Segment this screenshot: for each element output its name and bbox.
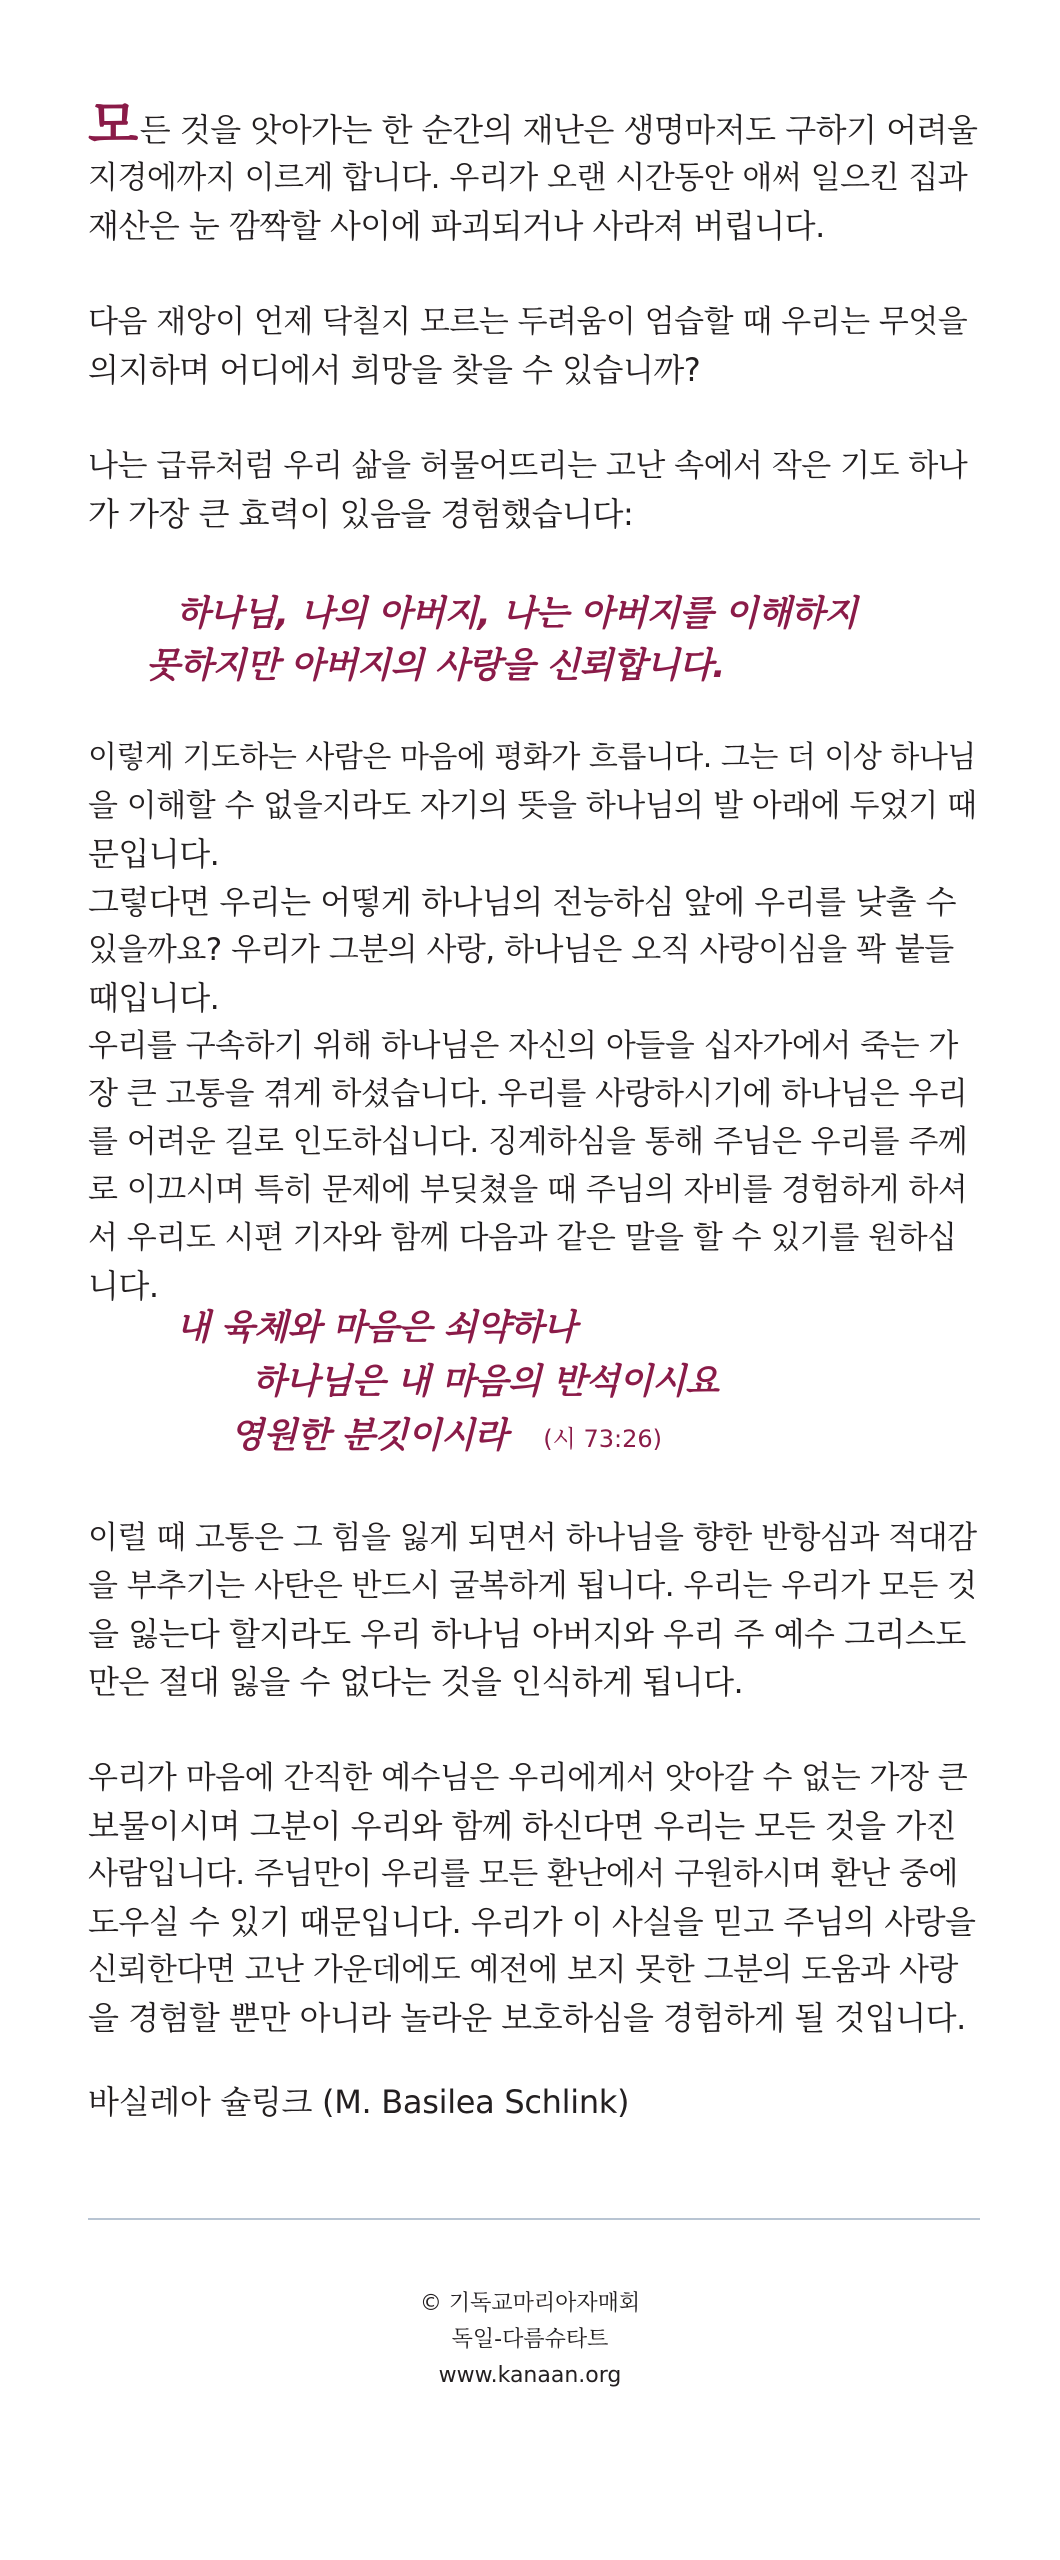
paragraph-line: 만은 절대 잃을 수 없다는 것을 인식하게 됩니다. xyxy=(88,1663,744,1701)
paragraph-line: 때입니다. xyxy=(88,979,220,1017)
paragraph-line: 의지하며 어디에서 희망을 찾을 수 있습니까? xyxy=(88,351,701,389)
paragraph-line: 이렇게 기도하는 사람은 마음에 평화가 흐릅니다. 그는 더 이상 하나님 xyxy=(88,740,976,775)
paragraph-line: 를 어려운 길로 인도하십니다. 징계하심을 통해 주님은 우리를 주께 xyxy=(88,1124,968,1160)
victory-paragraph xyxy=(88,1514,978,1706)
paragraph-line: 사람입니다. 주님만이 우리를 모든 환난에서 구원하시며 환난 중에 xyxy=(88,1856,958,1892)
paragraph-line: 문입니다. xyxy=(88,835,220,873)
paragraph-line: 이럴 때 고통은 그 힘을 잃게 되면서 하나님을 향한 반항심과 적대감 xyxy=(88,1520,977,1556)
paragraph-line: 보물이시며 그분이 우리와 함께 하신다면 우리는 모든 것을 가진 xyxy=(88,1807,957,1845)
paragraph-line: 그렇다면 우리는 어떻게 하나님의 전능하심 앞에 우리를 낮출 수 xyxy=(88,883,957,921)
psalm-quote-line: 내 육체와 마음은 쇠약하나 xyxy=(176,1308,577,1348)
explanation-paragraph xyxy=(88,734,978,1310)
treasure-paragraph xyxy=(88,1754,978,2042)
psalm-reference: (시 73:26) xyxy=(543,1425,662,1453)
paragraph-line: 서 우리도 시편 기자와 함께 다음과 같은 말을 할 수 있기를 원하십 xyxy=(88,1220,957,1256)
footer-divider xyxy=(88,2218,980,2220)
paragraph-line: 로 이끄시며 특히 문제에 부딪쳤을 때 주님의 자비를 경험하게 하셔 xyxy=(88,1172,968,1208)
paragraph-line: 을 부추기는 사탄은 반드시 굴복하게 됩니다. 우리는 우리가 모든 것 xyxy=(88,1568,977,1604)
footer-copyright: © 기독교마리아자매회 xyxy=(419,2291,641,2316)
footer-website-link[interactable]: www.kanaan.org xyxy=(438,2363,622,2388)
psalm-quote-line xyxy=(230,1410,662,1465)
footer-location: 독일-다름슈타트 xyxy=(451,2327,609,2352)
author-signature: 바실레아 슐링크 (M. Basilea Schlink) xyxy=(88,2083,630,2121)
paragraph-line: 장 큰 고통을 겪게 하셨습니다. 우리를 사랑하시기에 하나님은 우리 xyxy=(88,1076,968,1112)
psalm-quote-line: 하나님은 내 마음의 반석이시요 xyxy=(252,1362,719,1402)
paragraph-line: 신뢰한다면 고난 가운데에도 예전에 보지 못한 그분의 도움과 사랑 xyxy=(88,1952,958,1988)
paragraph-line: 니다. xyxy=(88,1267,159,1305)
psalm-quote-text: 영원한 분깃이시라 xyxy=(230,1416,508,1456)
paragraph-line: 있을까요? 우리가 그분의 사랑, 하나님은 오직 사랑이심을 꽉 붙들 xyxy=(88,932,954,968)
paragraph-line: 가 가장 큰 효력이 있음을 경험했습니다: xyxy=(88,495,634,533)
intro-line: 재산은 눈 깜짝할 사이에 파괴되거나 사라져 버립니다. xyxy=(88,207,825,245)
paragraph-line: 을 이해할 수 없을지라도 자기의 뜻을 하나님의 발 아래에 두었기 때 xyxy=(88,788,977,824)
paragraph-line: 우리를 구속하기 위해 하나님은 자신의 아들을 십자가에서 죽는 가 xyxy=(88,1028,958,1064)
question-paragraph xyxy=(88,298,978,394)
prayer-quote-line: 하나님, 나의 아버지, 나는 아버지를 이해하지 xyxy=(176,594,858,634)
paragraph-line: 다음 재앙이 언제 닥칠지 모르는 두려움이 엄습할 때 우리는 무엇을 xyxy=(88,304,968,340)
drop-cap: 모 xyxy=(88,96,138,156)
intro-line xyxy=(88,96,978,156)
paragraph-line: 도우실 수 있기 때문입니다. 우리가 이 사실을 믿고 주님의 사랑을 xyxy=(88,1903,976,1941)
intro-line-text: 든 것을 앗아가는 한 순간의 재난은 생명마저도 구하기 어려울 xyxy=(139,111,978,149)
intro-paragraph xyxy=(88,96,978,250)
prayer-quote-line: 못하지만 아버지의 사랑을 신뢰합니다. xyxy=(146,646,725,686)
paragraph-line: 나는 급류처럼 우리 삶을 허물어뜨리는 고난 속에서 작은 기도 하나 xyxy=(88,448,968,484)
intro-line: 지경에까지 이르게 합니다. 우리가 오랜 시간동안 애써 일으킨 집과 xyxy=(88,160,968,196)
paragraph-line: 우리가 마음에 간직한 예수님은 우리에게서 앗아갈 수 없는 가장 큰 xyxy=(88,1760,968,1796)
experience-paragraph xyxy=(88,442,978,538)
paragraph-line: 을 경험할 뿐만 아니라 놀라운 보호하심을 경험하게 될 것입니다. xyxy=(88,1999,966,2037)
paragraph-line: 을 잃는다 할지라도 우리 하나님 아버지와 우리 주 예수 그리스도 xyxy=(88,1615,966,1653)
